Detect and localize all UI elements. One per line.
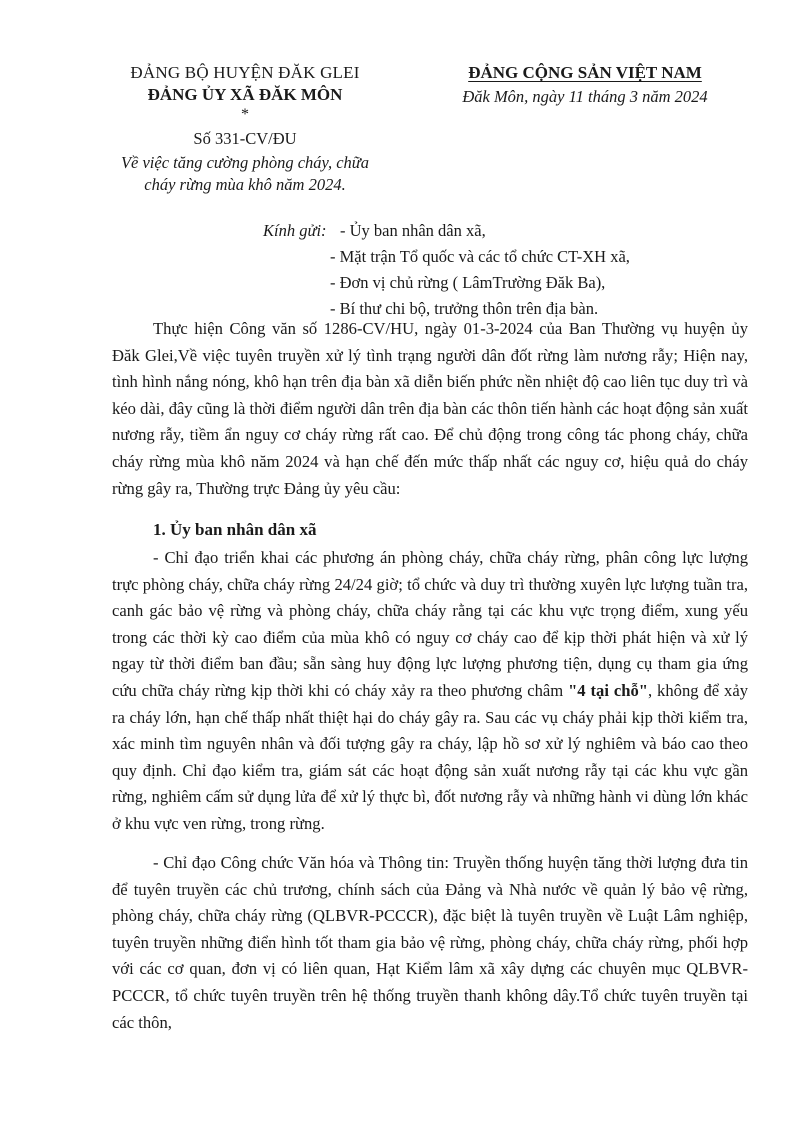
paragraph-text: - Chỉ đạo triển khai các phương án phòng cháy, chữa cháy rừng, phân công lực lượng trực phòng cháy, chữa cháy rừng 24/24 giờ; tổ chức và duy trì thường xuyên lực lượng tuần tra, canh gác bảo vệ rừng và phòng cháy, chữa cháy rằng tại các khu vực trọng điểm, xung yếu trong các thời kỳ cao điểm của mùa khô có nguy cơ cháy cao để kịp thời phát hiện và xử lý ngay từ thời điểm ban đầu; sẵn sàng huy động lực lượng phương tiện, dụng cụ tham gia ứng cứu chữa cháy rừng kịp thời khi có cháy xảy ra theo phương châm — [112, 548, 748, 700]
subject-line-2: cháy rừng mùa khô năm 2024. — [144, 175, 346, 194]
party-header-block — [430, 62, 740, 108]
recipient-item: - Mặt trận Tổ quốc và các tổ chức CT-XH xã, — [330, 247, 630, 266]
recipient-item: - Bí thư chi bộ, trưởng thôn trên địa bàn. — [330, 299, 599, 318]
issuer-org: ĐẢNG ỦY XÃ ĐĂK MÔN — [147, 85, 343, 104]
recipient-item: - Ủy ban nhân dân xã, — [340, 221, 486, 240]
issuer-parent-org: ĐẢNG BỘ HUYỆN ĐĂK GLEI — [130, 63, 360, 82]
motto-bold: "4 tại chỗ" — [568, 680, 648, 700]
document-number: Số 331-CV/ĐU — [193, 129, 297, 148]
subject-line-1: Về việc tăng cường phòng cháy, chữa — [120, 153, 370, 172]
issuer-block — [100, 62, 390, 122]
document-subject — [100, 152, 390, 196]
recipients-list — [330, 218, 750, 322]
section-1-paragraph-2: - Chỉ đạo Công chức Văn hóa và Thông tin: Truyền thống huyện tăng thời lượng đưa tin để tuyên truyền các chủ trương, chính sách của Đảng và Nhà nước về quản lý bảo vệ rừng, phòng cháy, chữa cháy rừng (QLBVR-PCCCR), đặc biệt là tuyên truyền về Luật Lâm nghiệp, tuyên truyền những điển hình tốt tham gia bảo vệ rừng, phòng cháy, chữa cháy rừng, phối hợp với các cơ quan, đơn vị có liên quan, Hạt Kiểm lâm xã xây dựng các chuyên mục QLBVR-PCCCR, tổ chức tuyên truyền trên hệ thống truyền thanh không dây.Tổ chức tuyên truyền tại các thôn, — [112, 853, 748, 1032]
party-title: ĐẢNG CỘNG SẢN VIỆT NAM — [468, 63, 702, 82]
recipient-item: - Đơn vị chủ rừng ( LâmTrường Đăk Ba), — [330, 273, 606, 292]
issuer-star: * — [241, 106, 249, 123]
section-1-heading: 1. Ủy ban nhân dân xã — [153, 520, 317, 539]
document-date: Đăk Môn, ngày 11 tháng 3 năm 2024 — [462, 87, 708, 106]
section-1-paragraph-1 — [112, 545, 748, 838]
intro-paragraph: Thực hiện Công văn số 1286-CV/HU, ngày 01-3-2024 của Ban Thường vụ huyện ủy Đăk Glei,Về việc tuyên truyền xử lý tình trạng người dân đốt rừng làm nương rẫy; Hiện nay, tình hình nắng nóng, khô hạn trên địa bàn xã diễn biến phức nền nhiệt độ cao liên tục duy trì và kéo dài, đây cũng là thời điểm người dân trên địa bàn các thôn tiến hành các hoạt động sản xuất nương rẫy, tiềm ẩn nguy cơ cháy rừng rất cao. Để chủ động trong công tác phong cháy, chữa cháy rừng mùa khô năm 2024 và hạn chế đến mức thấp nhất các nguy cơ, hiệu quả do cháy rừng gây ra, Thường trực Đảng ủy yêu cầu: — [112, 319, 748, 498]
recipients-label: Kính gửi: — [263, 221, 327, 240]
paragraph-text: , không để xảy ra cháy lớn, hạn chế thấp nhất thiệt hại do cháy gây ra. Sau các vụ cháy phải kịp thời kiểm tra, xác minh tìm nguyên nhân và đối tượng gây ra cháy, lập hồ sơ xử lý nghiêm và báo cao theo quy định. Chỉ đạo kiểm tra, giám sát các hoạt động sản xuất nương rẫy tại các khu vực gần rừng, nghiêm cấm sử dụng lửa để xử lý thực bì, đốt nương rẫy và những hành vi dùng lớn khác ở khu vực ven rừng, trong rừng. — [112, 680, 749, 833]
